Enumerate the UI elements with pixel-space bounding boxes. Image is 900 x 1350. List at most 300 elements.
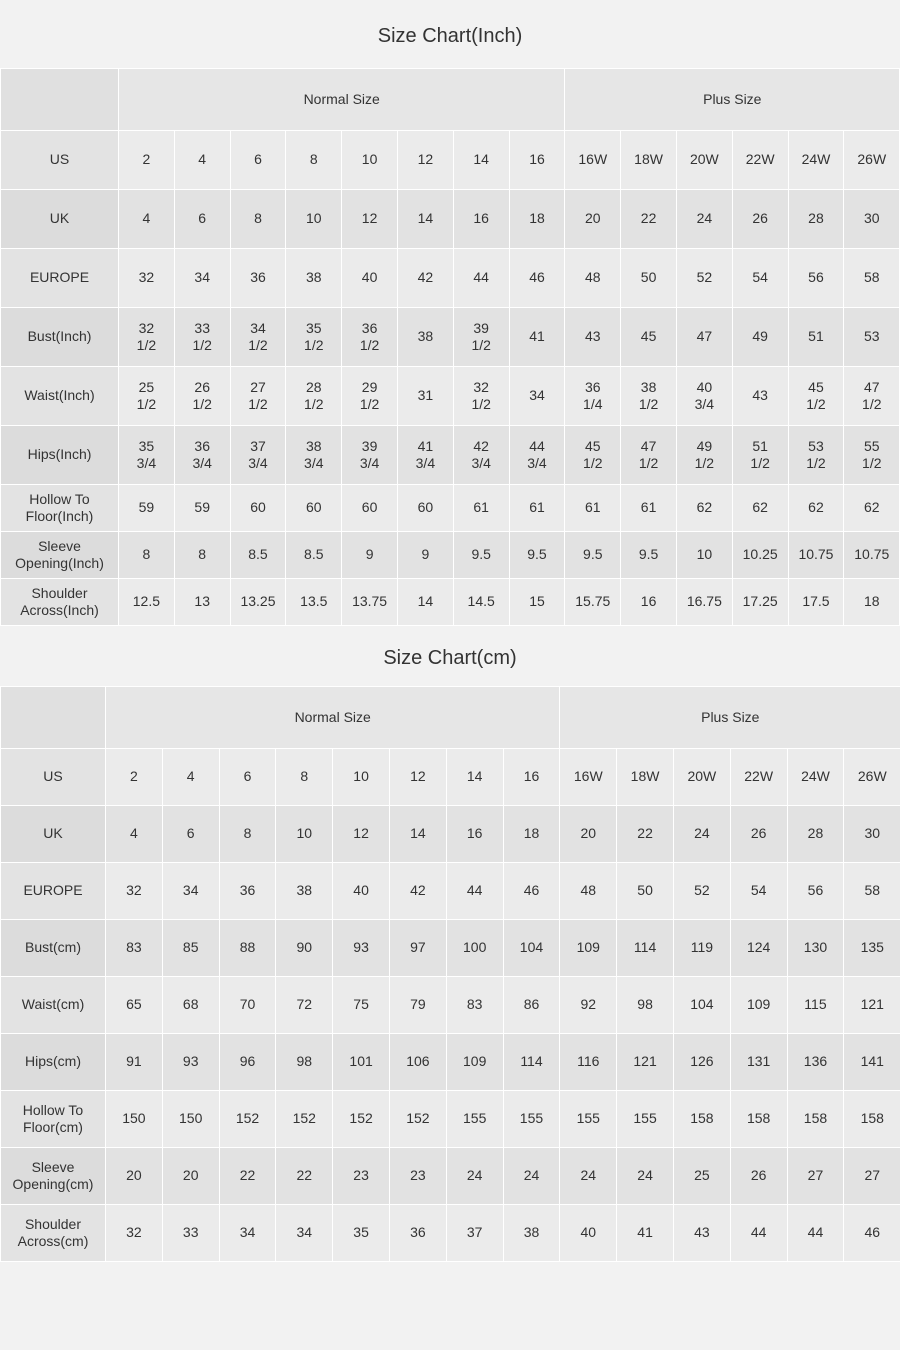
table-cell: 15 bbox=[509, 579, 565, 626]
table-cell: 45 1/2 bbox=[565, 426, 621, 485]
table-cell: 97 bbox=[389, 920, 446, 977]
table-cell: 59 bbox=[119, 485, 175, 532]
table-cell: 13.75 bbox=[342, 579, 398, 626]
table-row bbox=[1, 579, 900, 626]
table-cell: 155 bbox=[446, 1091, 503, 1148]
table-cell: 130 bbox=[787, 920, 844, 977]
table-cell: 60 bbox=[286, 485, 342, 532]
table-cell: 41 3/4 bbox=[397, 426, 453, 485]
table-cell: 35 1/2 bbox=[286, 308, 342, 367]
table-cell: 26 1/2 bbox=[174, 367, 230, 426]
table-cell: 36 1/4 bbox=[565, 367, 621, 426]
table-cell: 10 bbox=[286, 190, 342, 249]
table-cell: 54 bbox=[730, 863, 787, 920]
table-cell: 141 bbox=[844, 1034, 900, 1091]
table-cell: 17.25 bbox=[732, 579, 788, 626]
table-row bbox=[1, 249, 900, 308]
table-cell: 44 bbox=[787, 1205, 844, 1262]
table-cell: 16 bbox=[509, 131, 565, 190]
table-cell: 33 bbox=[162, 1205, 219, 1262]
table-cell: 33 1/2 bbox=[174, 308, 230, 367]
table-cell: 109 bbox=[560, 920, 617, 977]
table-cell: 38 bbox=[503, 1205, 560, 1262]
table-cell: 58 bbox=[844, 863, 900, 920]
row-label: US bbox=[1, 131, 119, 190]
table-cell: 16W bbox=[565, 131, 621, 190]
table-cell: 38 3/4 bbox=[286, 426, 342, 485]
table-cell: 14 bbox=[453, 131, 509, 190]
table-cell: 62 bbox=[788, 485, 844, 532]
table-cell: 136 bbox=[787, 1034, 844, 1091]
table-cell: 91 bbox=[106, 1034, 163, 1091]
table-cell: 29 1/2 bbox=[342, 367, 398, 426]
table-cell: 37 bbox=[446, 1205, 503, 1262]
table-cell: 24 bbox=[673, 806, 730, 863]
table-cell: 9.5 bbox=[453, 532, 509, 579]
table-cell: 158 bbox=[844, 1091, 900, 1148]
table-cell: 18W bbox=[617, 749, 674, 806]
table-cell: 60 bbox=[342, 485, 398, 532]
table-cell: 62 bbox=[732, 485, 788, 532]
table-cell: 65 bbox=[106, 977, 163, 1034]
table-cell: 8 bbox=[276, 749, 333, 806]
table-cell: 22 bbox=[617, 806, 674, 863]
table-cell: 135 bbox=[844, 920, 900, 977]
table-cell: 10 bbox=[276, 806, 333, 863]
table-cell: 88 bbox=[219, 920, 276, 977]
table-row bbox=[1, 863, 900, 920]
table-cell: 28 1/2 bbox=[286, 367, 342, 426]
table-row bbox=[1, 920, 900, 977]
table-row bbox=[1, 367, 900, 426]
table-cell: 155 bbox=[560, 1091, 617, 1148]
table-cell: 10 bbox=[333, 749, 390, 806]
table-cell: 72 bbox=[276, 977, 333, 1034]
group-header-row bbox=[1, 69, 900, 131]
table-cell: 155 bbox=[617, 1091, 674, 1148]
table-cell: 114 bbox=[617, 920, 674, 977]
table-cell: 28 bbox=[788, 190, 844, 249]
group-header-plus-size: Plus Size bbox=[565, 69, 900, 131]
table-cell: 49 bbox=[732, 308, 788, 367]
row-label: Bust(cm) bbox=[1, 920, 106, 977]
table-cell: 121 bbox=[617, 1034, 674, 1091]
table-cell: 6 bbox=[174, 190, 230, 249]
table-body-cm bbox=[1, 687, 900, 1262]
table-cell: 51 bbox=[788, 308, 844, 367]
table-cell: 79 bbox=[389, 977, 446, 1034]
table-cell: 23 bbox=[333, 1148, 390, 1205]
table-cell: 126 bbox=[673, 1034, 730, 1091]
row-label: Bust(Inch) bbox=[1, 308, 119, 367]
table-cell: 51 1/2 bbox=[732, 426, 788, 485]
table-cell: 8.5 bbox=[230, 532, 286, 579]
table-cell: 13.5 bbox=[286, 579, 342, 626]
table-cell: 16 bbox=[621, 579, 677, 626]
table-cell: 46 bbox=[844, 1205, 900, 1262]
table-row bbox=[1, 1205, 900, 1262]
row-label: UK bbox=[1, 190, 119, 249]
table-cell: 12 bbox=[333, 806, 390, 863]
table-cell: 20 bbox=[162, 1148, 219, 1205]
table-corner-cell bbox=[1, 687, 106, 749]
table-cell: 4 bbox=[162, 749, 219, 806]
size-chart-table-cm bbox=[0, 686, 900, 1262]
table-cell: 34 bbox=[276, 1205, 333, 1262]
table-cell: 68 bbox=[162, 977, 219, 1034]
table-cell: 25 bbox=[673, 1148, 730, 1205]
row-label: Hollow To Floor(Inch) bbox=[1, 485, 119, 532]
table-cell: 10.75 bbox=[788, 532, 844, 579]
row-label: Waist(cm) bbox=[1, 977, 106, 1034]
table-cell: 22W bbox=[732, 131, 788, 190]
table-cell: 39 3/4 bbox=[342, 426, 398, 485]
table-cell: 22 bbox=[219, 1148, 276, 1205]
table-cell: 26W bbox=[844, 749, 900, 806]
table-cell: 119 bbox=[673, 920, 730, 977]
table-cell: 43 bbox=[565, 308, 621, 367]
table-cell: 10.75 bbox=[844, 532, 900, 579]
table-cell: 158 bbox=[787, 1091, 844, 1148]
table-cell: 4 bbox=[119, 190, 175, 249]
row-label: UK bbox=[1, 806, 106, 863]
table-cell: 16 bbox=[446, 806, 503, 863]
table-cell: 35 3/4 bbox=[119, 426, 175, 485]
table-cell: 16W bbox=[560, 749, 617, 806]
table-cell: 18W bbox=[621, 131, 677, 190]
table-cell: 109 bbox=[446, 1034, 503, 1091]
table-cell: 44 3/4 bbox=[509, 426, 565, 485]
table-cell: 155 bbox=[503, 1091, 560, 1148]
table-row bbox=[1, 131, 900, 190]
table-cell: 158 bbox=[673, 1091, 730, 1148]
table-cell: 50 bbox=[617, 863, 674, 920]
table-cell: 59 bbox=[174, 485, 230, 532]
table-cell: 83 bbox=[446, 977, 503, 1034]
row-label: EUROPE bbox=[1, 863, 106, 920]
table-cell: 115 bbox=[787, 977, 844, 1034]
table-cell: 39 1/2 bbox=[453, 308, 509, 367]
table-cell: 9 bbox=[342, 532, 398, 579]
table-cell: 12 bbox=[342, 190, 398, 249]
table-cell: 34 bbox=[174, 249, 230, 308]
table-cell: 44 bbox=[453, 249, 509, 308]
table-cell: 42 bbox=[397, 249, 453, 308]
table-cell: 30 bbox=[844, 806, 900, 863]
table-cell: 121 bbox=[844, 977, 900, 1034]
table-cell: 106 bbox=[389, 1034, 446, 1091]
table-cell: 40 3/4 bbox=[676, 367, 732, 426]
table-cell: 15.75 bbox=[565, 579, 621, 626]
table-corner-cell bbox=[1, 69, 119, 131]
table-row bbox=[1, 485, 900, 532]
table-cell: 24 bbox=[676, 190, 732, 249]
table-cell: 152 bbox=[333, 1091, 390, 1148]
table-cell: 55 1/2 bbox=[844, 426, 900, 485]
table-cell: 85 bbox=[162, 920, 219, 977]
table-cell: 42 3/4 bbox=[453, 426, 509, 485]
table-cell: 32 1/2 bbox=[119, 308, 175, 367]
table-cell: 40 bbox=[342, 249, 398, 308]
table-cell: 50 bbox=[621, 249, 677, 308]
table-row bbox=[1, 1091, 900, 1148]
table-cell: 53 1/2 bbox=[788, 426, 844, 485]
table-cell: 24 bbox=[560, 1148, 617, 1205]
table-cell: 12 bbox=[389, 749, 446, 806]
table-row bbox=[1, 1034, 900, 1091]
table-cell: 9.5 bbox=[565, 532, 621, 579]
table-cell: 158 bbox=[730, 1091, 787, 1148]
table-cell: 104 bbox=[673, 977, 730, 1034]
table-cell: 34 bbox=[509, 367, 565, 426]
table-cell: 52 bbox=[673, 863, 730, 920]
table-cell: 13.25 bbox=[230, 579, 286, 626]
table-cell: 42 bbox=[389, 863, 446, 920]
table-cell: 25 1/2 bbox=[119, 367, 175, 426]
table-cell: 24W bbox=[787, 749, 844, 806]
table-cell: 34 1/2 bbox=[230, 308, 286, 367]
table-cell: 14.5 bbox=[453, 579, 509, 626]
table-cell: 49 1/2 bbox=[676, 426, 732, 485]
table-cell: 58 bbox=[844, 249, 900, 308]
table-cell: 90 bbox=[276, 920, 333, 977]
row-label: Sleeve Opening(cm) bbox=[1, 1148, 106, 1205]
table-cell: 92 bbox=[560, 977, 617, 1034]
table-cell: 16 bbox=[503, 749, 560, 806]
row-label: Hips(Inch) bbox=[1, 426, 119, 485]
group-header-row bbox=[1, 687, 900, 749]
table-cell: 31 bbox=[397, 367, 453, 426]
table-cell: 14 bbox=[397, 190, 453, 249]
table-body-inch bbox=[1, 69, 900, 626]
table-cell: 2 bbox=[106, 749, 163, 806]
table-cell: 46 bbox=[503, 863, 560, 920]
table-cell: 6 bbox=[162, 806, 219, 863]
table-cell: 36 bbox=[389, 1205, 446, 1262]
table-cell: 6 bbox=[230, 131, 286, 190]
table-cell: 56 bbox=[788, 249, 844, 308]
row-label: EUROPE bbox=[1, 249, 119, 308]
table-cell: 6 bbox=[219, 749, 276, 806]
table-cell: 47 1/2 bbox=[844, 367, 900, 426]
table-cell: 20W bbox=[673, 749, 730, 806]
table-row bbox=[1, 532, 900, 579]
table-cell: 32 1/2 bbox=[453, 367, 509, 426]
table-cell: 26W bbox=[844, 131, 900, 190]
table-cell: 98 bbox=[276, 1034, 333, 1091]
table-cell: 36 bbox=[230, 249, 286, 308]
table-row bbox=[1, 806, 900, 863]
table-cell: 12 bbox=[397, 131, 453, 190]
table-cell: 61 bbox=[509, 485, 565, 532]
group-header-normal-size: Normal Size bbox=[106, 687, 560, 749]
table-cell: 16 bbox=[453, 190, 509, 249]
table-cell: 8 bbox=[219, 806, 276, 863]
table-cell: 38 bbox=[286, 249, 342, 308]
table-cell: 43 bbox=[732, 367, 788, 426]
table-cell: 20 bbox=[106, 1148, 163, 1205]
table-cell: 61 bbox=[621, 485, 677, 532]
table-cell: 104 bbox=[503, 920, 560, 977]
table-cell: 10 bbox=[342, 131, 398, 190]
table-row bbox=[1, 190, 900, 249]
table-cell: 36 1/2 bbox=[342, 308, 398, 367]
table-cell: 9.5 bbox=[621, 532, 677, 579]
table-cell: 36 bbox=[219, 863, 276, 920]
table-cell: 22W bbox=[730, 749, 787, 806]
table-cell: 47 1/2 bbox=[621, 426, 677, 485]
group-header-plus-size: Plus Size bbox=[560, 687, 900, 749]
table-cell: 61 bbox=[565, 485, 621, 532]
table-row bbox=[1, 977, 900, 1034]
table-cell: 18 bbox=[509, 190, 565, 249]
table-cell: 131 bbox=[730, 1034, 787, 1091]
table-cell: 56 bbox=[787, 863, 844, 920]
table-cell: 152 bbox=[219, 1091, 276, 1148]
table-cell: 101 bbox=[333, 1034, 390, 1091]
table-cell: 23 bbox=[389, 1148, 446, 1205]
row-label: Shoulder Across(Inch) bbox=[1, 579, 119, 626]
row-label: Waist(Inch) bbox=[1, 367, 119, 426]
table-cell: 86 bbox=[503, 977, 560, 1034]
page-title-inch: Size Chart(Inch) bbox=[0, 0, 900, 68]
table-cell: 20 bbox=[565, 190, 621, 249]
table-cell: 26 bbox=[732, 190, 788, 249]
table-cell: 47 bbox=[676, 308, 732, 367]
table-cell: 40 bbox=[560, 1205, 617, 1262]
row-label: Shoulder Across(cm) bbox=[1, 1205, 106, 1262]
table-cell: 38 bbox=[276, 863, 333, 920]
row-label: US bbox=[1, 749, 106, 806]
table-cell: 8 bbox=[230, 190, 286, 249]
table-cell: 32 bbox=[119, 249, 175, 308]
row-label: Hips(cm) bbox=[1, 1034, 106, 1091]
table-cell: 46 bbox=[509, 249, 565, 308]
table-cell: 8.5 bbox=[286, 532, 342, 579]
table-row bbox=[1, 308, 900, 367]
table-cell: 35 bbox=[333, 1205, 390, 1262]
table-cell: 43 bbox=[673, 1205, 730, 1262]
table-cell: 9 bbox=[397, 532, 453, 579]
table-row bbox=[1, 749, 900, 806]
table-cell: 24 bbox=[446, 1148, 503, 1205]
table-cell: 109 bbox=[730, 977, 787, 1034]
table-cell: 96 bbox=[219, 1034, 276, 1091]
table-cell: 38 1/2 bbox=[621, 367, 677, 426]
table-cell: 26 bbox=[730, 1148, 787, 1205]
table-cell: 60 bbox=[397, 485, 453, 532]
page-title-cm: Size Chart(cm) bbox=[0, 626, 900, 686]
table-cell: 83 bbox=[106, 920, 163, 977]
table-cell: 4 bbox=[106, 806, 163, 863]
table-cell: 62 bbox=[844, 485, 900, 532]
table-cell: 44 bbox=[730, 1205, 787, 1262]
table-cell: 116 bbox=[560, 1034, 617, 1091]
table-cell: 8 bbox=[119, 532, 175, 579]
table-cell: 152 bbox=[389, 1091, 446, 1148]
table-cell: 22 bbox=[276, 1148, 333, 1205]
table-cell: 27 bbox=[787, 1148, 844, 1205]
table-cell: 18 bbox=[503, 806, 560, 863]
table-cell: 17.5 bbox=[788, 579, 844, 626]
table-cell: 32 bbox=[106, 1205, 163, 1262]
row-label: Hollow To Floor(cm) bbox=[1, 1091, 106, 1148]
table-cell: 28 bbox=[787, 806, 844, 863]
table-cell: 22 bbox=[621, 190, 677, 249]
table-cell: 52 bbox=[676, 249, 732, 308]
table-cell: 10 bbox=[676, 532, 732, 579]
table-cell: 13 bbox=[174, 579, 230, 626]
table-cell: 98 bbox=[617, 977, 674, 1034]
table-cell: 10.25 bbox=[732, 532, 788, 579]
table-cell: 54 bbox=[732, 249, 788, 308]
table-cell: 12.5 bbox=[119, 579, 175, 626]
table-cell: 34 bbox=[162, 863, 219, 920]
table-cell: 150 bbox=[106, 1091, 163, 1148]
table-cell: 44 bbox=[446, 863, 503, 920]
table-cell: 24W bbox=[788, 131, 844, 190]
table-cell: 93 bbox=[333, 920, 390, 977]
table-cell: 53 bbox=[844, 308, 900, 367]
table-cell: 9.5 bbox=[509, 532, 565, 579]
table-cell: 60 bbox=[230, 485, 286, 532]
table-cell: 34 bbox=[219, 1205, 276, 1262]
table-cell: 24 bbox=[617, 1148, 674, 1205]
table-cell: 70 bbox=[219, 977, 276, 1034]
table-cell: 48 bbox=[560, 863, 617, 920]
table-cell: 4 bbox=[174, 131, 230, 190]
row-label: Sleeve Opening(Inch) bbox=[1, 532, 119, 579]
table-cell: 41 bbox=[617, 1205, 674, 1262]
table-cell: 150 bbox=[162, 1091, 219, 1148]
table-cell: 18 bbox=[844, 579, 900, 626]
table-cell: 20W bbox=[676, 131, 732, 190]
table-cell: 41 bbox=[509, 308, 565, 367]
table-cell: 32 bbox=[106, 863, 163, 920]
table-cell: 100 bbox=[446, 920, 503, 977]
table-cell: 62 bbox=[676, 485, 732, 532]
table-cell: 14 bbox=[446, 749, 503, 806]
table-cell: 37 3/4 bbox=[230, 426, 286, 485]
table-cell: 45 bbox=[621, 308, 677, 367]
table-cell: 20 bbox=[560, 806, 617, 863]
table-cell: 26 bbox=[730, 806, 787, 863]
size-chart-table-inch bbox=[0, 68, 900, 626]
table-cell: 27 1/2 bbox=[230, 367, 286, 426]
table-cell: 75 bbox=[333, 977, 390, 1034]
table-cell: 36 3/4 bbox=[174, 426, 230, 485]
table-cell: 114 bbox=[503, 1034, 560, 1091]
table-cell: 14 bbox=[389, 806, 446, 863]
table-cell: 124 bbox=[730, 920, 787, 977]
table-row bbox=[1, 426, 900, 485]
table-cell: 61 bbox=[453, 485, 509, 532]
table-cell: 2 bbox=[119, 131, 175, 190]
table-cell: 16.75 bbox=[676, 579, 732, 626]
table-cell: 38 bbox=[397, 308, 453, 367]
table-row bbox=[1, 1148, 900, 1205]
table-cell: 14 bbox=[397, 579, 453, 626]
table-cell: 8 bbox=[174, 532, 230, 579]
group-header-normal-size: Normal Size bbox=[119, 69, 565, 131]
table-cell: 93 bbox=[162, 1034, 219, 1091]
table-cell: 45 1/2 bbox=[788, 367, 844, 426]
table-cell: 27 bbox=[844, 1148, 900, 1205]
table-cell: 30 bbox=[844, 190, 900, 249]
table-cell: 152 bbox=[276, 1091, 333, 1148]
table-cell: 40 bbox=[333, 863, 390, 920]
table-cell: 24 bbox=[503, 1148, 560, 1205]
